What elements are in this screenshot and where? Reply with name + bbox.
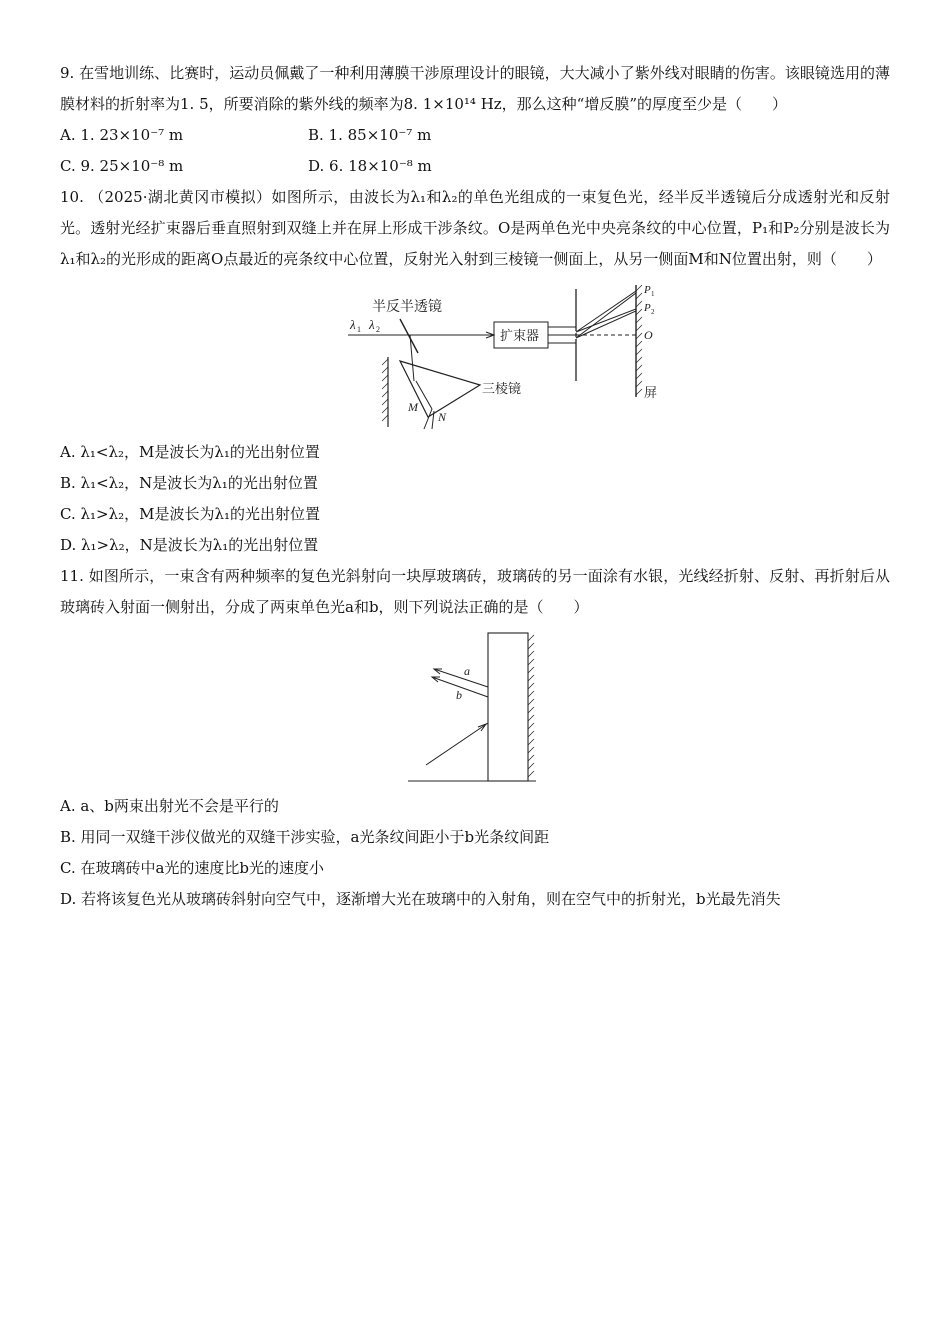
- option-b: B. 用同一双缝干涉仪做光的双缝干涉实验，a光条纹间距小于b光条纹间距: [60, 828, 550, 846]
- m-label: M: [408, 400, 418, 414]
- lambda1-label: λ: [350, 317, 356, 332]
- ray-a: [434, 669, 488, 687]
- option-c: C. 在玻璃砖中a光的速度比b光的速度小: [60, 859, 325, 877]
- wall-hatching: [382, 359, 388, 421]
- option-d: D. 若将该复色光从玻璃砖斜射向空气中，逐渐增大光在玻璃中的入射角，则在空气中的折射光，b光最先消失: [60, 890, 781, 908]
- question-10-stem: 10. （2025·湖北黄冈市模拟）如图所示，由波长为λ₁和λ₂的单色光组成的一束复色光，经半反半透镜后分成透射光和反射光。透射光经扩束器后垂直照射到双缝上并在屏上形成干涉条纹。O是两单色光中央亮条纹的中心位置，P₁和P₂分别是波长为λ₁和λ₂的光形成的距离O点最近的亮条纹中心位置，反射光入射到三棱镜一侧面上，从另一侧面M和N位置出射，则（ ）: [60, 188, 890, 268]
- option-c: C. 9. 25×10⁻⁸ m: [60, 157, 184, 175]
- glass-brick-figure: [404, 631, 544, 785]
- p2-subscript: 2: [651, 308, 655, 316]
- ray-to-p1-a: [576, 291, 636, 332]
- option-d: D. λ₁>λ₂，N是波长为λ₁的光出射位置: [60, 536, 319, 554]
- n-label: N: [438, 410, 447, 424]
- option-a: A. λ₁<λ₂，M是波长为λ₁的光出射位置: [60, 443, 320, 461]
- lambda2-subscript: 2: [376, 325, 380, 334]
- question-9-options-row-2: [60, 151, 890, 182]
- double-slit-prism-figure: [344, 281, 658, 431]
- question-11: [60, 561, 890, 915]
- lambda1-subscript: 1: [357, 325, 361, 334]
- screen-hatching: [636, 285, 642, 395]
- option-c: C. λ₁>λ₂，M是波长为λ₁的光出射位置: [60, 505, 320, 523]
- label-b: b: [456, 688, 462, 702]
- mercury-coating-hatching: [528, 635, 534, 777]
- question-11-stem: 11. 如图所示，一束含有两种频率的复色光斜射向一块厚玻璃砖，玻璃砖的另一面涂有水银，光线经折射、反射、再折射后从玻璃砖入射面一侧射出，分成了两束单色光a和b，则下列说法正确的是（ ）: [60, 567, 890, 616]
- document-page: [60, 58, 890, 915]
- glass-brick: [488, 633, 528, 781]
- option-a: A. a、b两束出射光不会是平行的: [60, 797, 279, 815]
- ray-to-p2-a: [576, 309, 636, 332]
- question-10: [60, 182, 890, 561]
- half-mirror: [400, 319, 418, 353]
- lambda2-label: λ: [369, 317, 375, 332]
- incident-ray: [426, 723, 488, 765]
- question-9-stem: 9. 在雪地训练、比赛时，运动员佩戴了一种利用薄膜干涉原理设计的眼镜，大大减小了紫外线对眼睛的伤害。该眼镜选用的薄膜材料的折射率为1. 5，所要消除的紫外线的频率为8. 1×10¹⁴ Hz，那么这种“增反膜”的厚度至少是（ ）: [60, 64, 890, 113]
- option-b: B. λ₁<λ₂，N是波长为λ₁的光出射位置: [60, 474, 318, 492]
- label-a: a: [464, 664, 470, 678]
- option-a: A. 1. 23×10⁻⁷ m: [60, 126, 184, 144]
- p2-label: P: [644, 302, 651, 314]
- option-d: D. 6. 18×10⁻⁸ m: [308, 157, 432, 175]
- o-label: O: [644, 328, 653, 342]
- half-mirror-label: 半反半透镜: [372, 300, 442, 315]
- p1-label: P: [644, 284, 651, 296]
- prism-label: 三棱镜: [482, 381, 522, 396]
- p1-subscript: 1: [651, 290, 655, 298]
- beam-expander-label: 扩束器: [500, 328, 540, 343]
- ray-in-prism: [416, 381, 432, 409]
- option-b: B. 1. 85×10⁻⁷ m: [308, 126, 432, 144]
- question-9: [60, 58, 890, 182]
- screen-label: 屏: [644, 385, 658, 400]
- question-9-options-row-1: [60, 120, 890, 151]
